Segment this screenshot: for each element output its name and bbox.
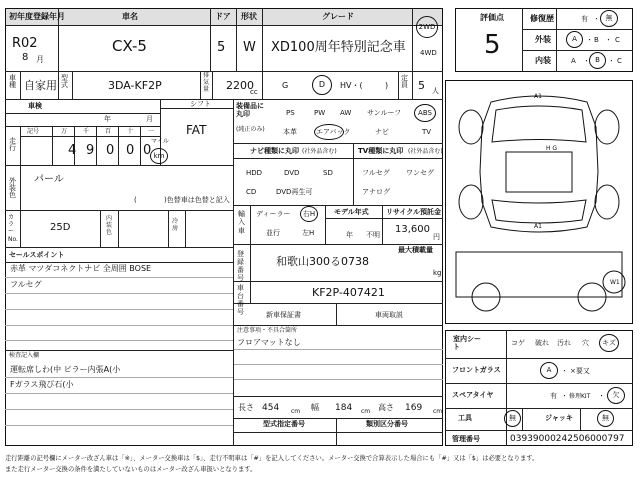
car-diagram — [446, 82, 632, 322]
model-name: CX-5 — [112, 37, 147, 55]
exterior-sep2: ・ — [605, 36, 612, 44]
navi-label: ナビ種類に丸印 — [250, 147, 299, 155]
exterior-label: 外装 — [535, 35, 551, 44]
unit-man: 万 — [61, 128, 68, 135]
fuel-d-circled: D — [312, 75, 332, 95]
doors: 5 — [217, 40, 226, 55]
interior-grade-a: A — [571, 57, 576, 65]
sales-points-label: セールスポイント — [9, 251, 65, 259]
footer-line1: 走行距離の記号欄にメーター改ざん車は「※」、メーター交換車は「$」、走行不明車は「#」を記入してください。メーター交換で合算表示した場合にも「#」又は「$」は必要となります。 — [5, 455, 539, 462]
capacity: 5 — [418, 79, 425, 92]
recycle-label: リサイクル預託金 — [386, 208, 442, 216]
mileage-digit: 0 — [126, 143, 135, 158]
wheel-fl — [459, 110, 483, 144]
airbag-circle — [314, 124, 344, 140]
fuel-g: G — [282, 81, 289, 90]
height-unit: cm — [433, 408, 443, 415]
sheet-burn: コゲ — [511, 339, 525, 347]
front-glass-sep: ・ — [561, 367, 568, 375]
spare-sep: ・ — [561, 392, 568, 400]
load-label: 最大積載量 — [398, 246, 433, 254]
mileage-digit: 9 — [86, 143, 95, 158]
inspector-line: Fガラス飛び石(小 — [10, 380, 74, 389]
color-label: 外装色 — [9, 177, 16, 199]
exterior-grade-b: B — [594, 36, 599, 44]
drive-2wd-circled: 2WD — [416, 16, 438, 38]
color-num-label: カラーNo. — [8, 214, 18, 243]
damage-mark: A1 — [534, 93, 542, 100]
interior-color-label: 内装色 — [106, 215, 113, 237]
height: 169 — [405, 403, 423, 413]
damage-mark: A1 — [534, 223, 542, 230]
repair-yes: 有 — [581, 15, 588, 23]
use-label: 車種 — [9, 74, 16, 89]
model-label: 車名 — [122, 12, 138, 21]
recycle-value: 13,600 — [395, 224, 430, 235]
shift-label: シフト — [190, 100, 211, 108]
length-unit: cm — [291, 408, 301, 415]
navi-dvd-play: DVD再生可 — [276, 188, 313, 196]
equip-sunroof: サンルーフ — [367, 109, 402, 117]
capacity-unit: 人 — [432, 87, 439, 95]
spare-sep2: ・ — [598, 392, 605, 400]
fuel-hv: HV・( — [340, 81, 363, 90]
inspection-month: 月 — [146, 115, 153, 123]
grade: XD100周年特別記念車 — [271, 40, 406, 55]
capacity-label: 定員 — [401, 74, 408, 89]
spare-yes: 有 — [550, 392, 557, 400]
navi-cd: CD — [246, 188, 257, 196]
grade-label: グレード — [322, 12, 354, 21]
mileage-unit-km-circled: km — [150, 148, 168, 164]
registration-label: 登録番号 — [237, 250, 244, 283]
length: 454 — [262, 403, 280, 413]
mileage-digit: 0 — [106, 143, 115, 158]
interior-grade-b-circled: B — [589, 52, 606, 69]
shift: FAT — [186, 123, 207, 137]
tools-none-circled: 無 — [504, 410, 521, 427]
equip-abs-circled: ABS — [414, 104, 436, 122]
tv-oneseg: ワンセグ — [406, 169, 434, 177]
interior-grade-c: C — [617, 57, 622, 65]
reg-year-label: 初年度登録年月 — [9, 12, 65, 21]
type-code: 3DA-KF2P — [108, 79, 162, 92]
spare-none-circled: 欠 — [607, 387, 625, 404]
shape-label: 形状 — [241, 12, 257, 21]
drive-4wd: 4WD — [420, 49, 437, 57]
width-label: 幅 — [311, 403, 319, 412]
wheel-fr — [595, 110, 619, 144]
tv-sub: (社外品含む) — [408, 148, 443, 155]
recycle-unit: 円 — [433, 233, 440, 241]
notes-text: フロアマットなし — [237, 338, 301, 347]
tv-label: TV種類に丸印 — [358, 147, 404, 155]
disp-unit: cc — [250, 88, 258, 96]
inspector-label: 検査記入欄 — [9, 352, 40, 359]
spare-kit: 修理KIT — [569, 393, 591, 400]
car-body-outline — [480, 96, 598, 232]
front-glass-label: フロントガラス — [452, 366, 501, 374]
disp-label: 排気量 — [203, 72, 210, 93]
inspection-year: 年 — [104, 115, 111, 123]
displacement: 2200 — [226, 79, 254, 92]
exterior-grade-a-circled: A — [566, 31, 583, 48]
tv-fullseg: フルセグ — [362, 169, 390, 177]
exterior-sep: ・ — [586, 36, 593, 44]
equip-aw: AW — [340, 109, 352, 117]
front-glass-replace: ×要又 — [570, 367, 590, 375]
equip-airbag: エアバック — [316, 128, 351, 136]
equipment-sub: (純正のみ) — [236, 126, 265, 133]
sales-point-line: フルセグ — [10, 280, 42, 289]
inspection-label: 車検 — [28, 102, 42, 110]
mileage-label: 走行 — [9, 137, 16, 152]
registration-value: 和歌山300る0738 — [276, 255, 369, 268]
new-car-warranty: 新車保証書 — [266, 311, 301, 319]
interior-label: 内装 — [535, 56, 551, 65]
mileage-unit-mile: マイル — [151, 138, 169, 145]
equip-ps: PS — [286, 109, 295, 117]
width: 184 — [335, 403, 353, 413]
door-label: ドア — [215, 12, 231, 21]
color-num: 25D — [50, 222, 71, 233]
score-label: 評価点 — [480, 13, 504, 22]
sales-point-line: 赤革 マツダコネクトナビ 全周囲 BOSE — [10, 264, 152, 273]
fuel-close: ) — [385, 81, 389, 90]
reg-month-unit: 月 — [36, 55, 44, 64]
model-cert-label: 型式指定番号 — [263, 420, 305, 428]
type-label: 型式 — [61, 74, 68, 89]
score: 5 — [484, 30, 501, 60]
interior-sep: ・ — [583, 57, 590, 65]
use: 自家用 — [24, 79, 57, 92]
color-value: パール — [34, 174, 64, 185]
import-dealer: ディーラー — [256, 210, 291, 218]
exterior-grade-c: C — [615, 36, 620, 44]
mileage-digit-label: 記号 — [27, 128, 40, 135]
unit-hyaku: 百 — [105, 128, 112, 135]
front-glass-a-circled: A — [540, 362, 558, 379]
unit-juu: 十 — [127, 128, 134, 135]
reg-month: 8 — [22, 52, 29, 63]
class-code-label: 類別区分番号 — [366, 420, 408, 428]
width-unit: cm — [361, 408, 371, 415]
tools-label: 工具 — [458, 414, 472, 422]
ac-label: 冷房 — [172, 218, 179, 233]
interior-sheet-label: 室内シート — [453, 335, 481, 352]
repair-none-circled: 無 — [600, 10, 618, 27]
modelyear-label: モデル年式 — [334, 208, 369, 216]
mgmt-number: 0393900024250600079​7 — [510, 434, 625, 444]
windshield-outline — [492, 106, 586, 142]
inspector-line: 運転席しわ(中 ピラー内張A(小 — [10, 365, 121, 374]
import-left: 左H — [302, 229, 315, 237]
sheet-scratch-circled: キズ — [599, 334, 619, 352]
sheet-hole: 穴 — [582, 339, 589, 347]
damage-mark: H G — [546, 145, 558, 152]
damage-mark: W1 — [610, 279, 620, 286]
tv-analog: アナログ — [362, 188, 390, 196]
spare-tire-label: スペアタイヤ — [452, 391, 494, 399]
navi-dvd: DVD — [284, 169, 300, 177]
interior-sep2: ・ — [608, 57, 615, 65]
chassis-label: 車台番号 — [237, 284, 244, 317]
load-unit: kg — [433, 269, 442, 277]
import-parallel: 並行 — [266, 229, 280, 237]
height-label: 高さ — [378, 403, 394, 412]
equip-pw: PW — [314, 109, 326, 117]
shape: W — [243, 40, 256, 55]
equip-leather: 本革 — [283, 128, 297, 136]
notes-label: 注意事項・不具合箇所 — [237, 327, 298, 334]
unit-sen: 千 — [83, 128, 90, 135]
jack-label: ジャッキ — [545, 414, 573, 422]
import-label: 輸入車 — [238, 210, 245, 235]
mgmt-label: 管理番号 — [452, 435, 480, 443]
color-note: )色替車は色替と記入 — [164, 196, 230, 204]
modelyear-year: 年 — [346, 231, 353, 239]
length-label: 長さ — [238, 403, 254, 412]
navi-sd: SD — [323, 169, 333, 177]
sheet-tear: 破れ — [535, 339, 549, 347]
mileage-digit: 4 — [68, 143, 77, 158]
unit-ichi: 一 — [148, 128, 155, 135]
color-note-open: ( — [134, 196, 137, 204]
repair-sep: ・ — [593, 15, 600, 23]
equip-navi: ナビ — [375, 128, 389, 136]
footer-line2: また走行メーター交換の条件を満たしていないものはメーター改ざん車扱いとなります。 — [5, 466, 257, 473]
mileage-digit: 0 — [143, 143, 152, 158]
side-view-outline — [456, 252, 622, 297]
reg-year: R02 — [12, 36, 38, 51]
navi-sub: (社外品含む) — [302, 148, 337, 155]
equip-tv: TV — [422, 128, 432, 136]
vehicle-manual: 車両取説 — [375, 311, 403, 319]
roof-outline — [506, 152, 572, 192]
wheel-rr — [595, 185, 619, 219]
modelyear-unknown: 不明 — [366, 231, 380, 239]
jack-none-circled: 無 — [597, 410, 614, 427]
repair-label: 修復歴 — [530, 14, 554, 23]
chassis-value: KF2P-407421 — [312, 286, 385, 299]
equipment-label: 装備品に丸印 — [236, 102, 264, 118]
wheel-rl — [459, 185, 483, 219]
import-right-circled: 右H — [300, 206, 318, 222]
sheet-stain: 汚れ — [557, 339, 571, 347]
navi-hdd: HDD — [246, 169, 263, 177]
rear-window-outline — [492, 200, 586, 223]
